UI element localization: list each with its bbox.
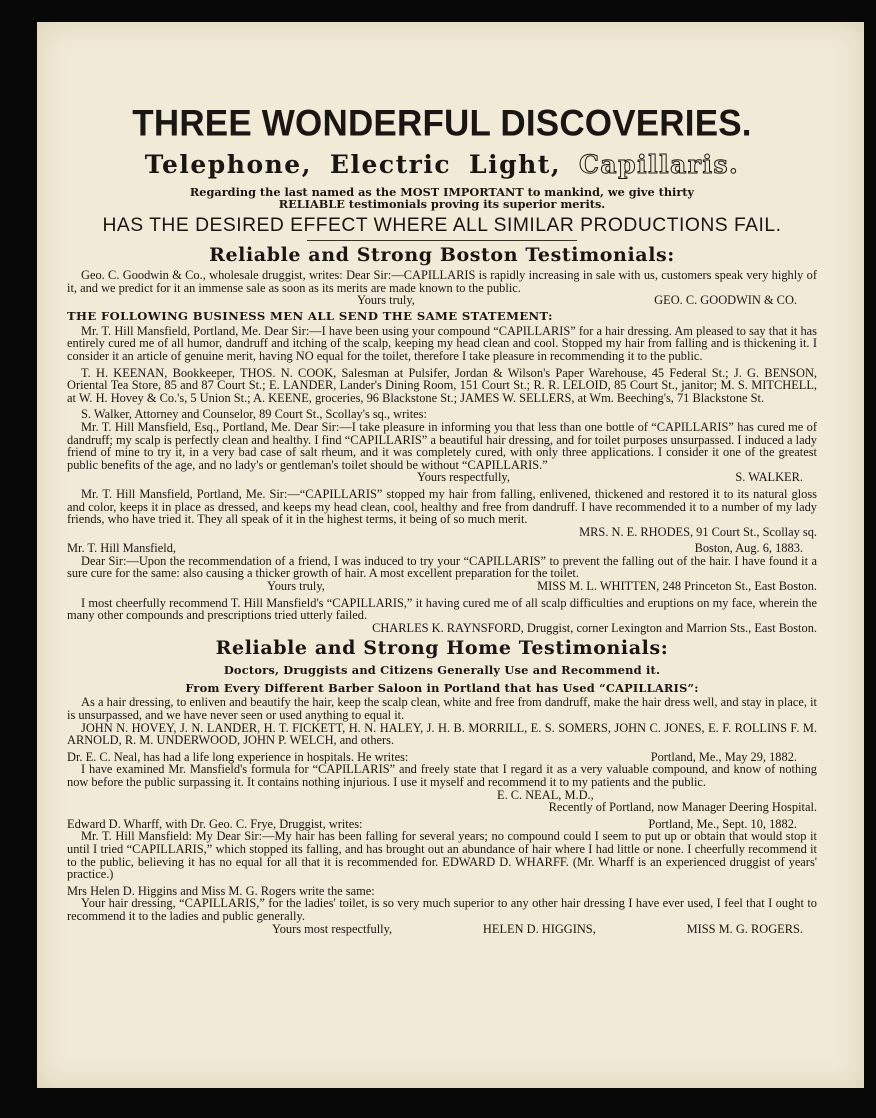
higgins-intro: Mrs Helen D. Higgins and Miss M. G. Rogers write the same: [67, 883, 375, 898]
neal-intro: Dr. E. C. Neal, has had a life long experience in hospitals. He writes: [67, 749, 409, 764]
business-names: T. H. KEENAN, Bookkeeper, THOS. N. COOK, Salesman at Pulsifer, Jordan & Wilson's Paper Warehouse, 45 Federal St.; J. G. BENSON, Oriental Tea Store, 85 and 87 Court St.; E. LANDER, Lander's Dining Room, 151 Court St.; R. R. LELOID, 85 Court St., janitor; M. S. MITCHELL, at W. H. Hovey & Co.'s, 5 Union St.; A. KEENE, groceries, 96 Blackstone St.; JAMES W. SELLERS, at Wm. Beeching's, 71 Blackstone St. [67, 365, 817, 405]
whitten-signature-row [67, 580, 817, 593]
boston-heading: Reliable and Strong Boston Testimonials: [209, 244, 675, 266]
higgins-signature-row [67, 923, 817, 936]
subtitle-electric: Electric [329, 150, 452, 179]
subtitle-light: Light, [469, 150, 562, 179]
business-heading: THE FOLLOWING BUSINESS MEN ALL SEND THE SAME STATEMENT: [67, 308, 553, 323]
neal-title: Recently of Portland, now Manager Deering Hospital. [548, 800, 817, 815]
goodwin-testimonial: Geo. C. Goodwin & Co., wholesale druggist, writes: Dear Sir:—CAPILLARIS is rapidly increasing in sale with us, customers speak very highly of it, and we predict for it an immense sale as soon as its merits are made known to the public. [67, 268, 817, 295]
goodwin-signature: GEO. C. GOODWIN & CO. [654, 293, 797, 308]
neal-date: Portland, Me., May 29, 1882. [650, 749, 797, 764]
walker-signature-row [67, 471, 817, 484]
intro-line-2: RELIABLE testimonials proving its superior merits. [278, 197, 606, 211]
goodwin-signature-row [67, 294, 817, 307]
whitten-signature: MISS M. L. WHITTEN, 248 Princeton St., East Boston. [537, 579, 817, 594]
neal-signature: E. C. NEAL, M.D., [497, 787, 594, 802]
intro-text [67, 186, 817, 210]
intro-line-1: Regarding the last named as the MOST IMPORTANT to mankind, we give thirty [189, 185, 695, 199]
wharff-intro: Edward D. Wharff, with Dr. Geo. C. Frye, Druggist, writes: [67, 816, 363, 831]
subtitle-banner [67, 150, 817, 180]
claim-heading: HAS THE DESIRED EFFECT WHERE ALL SIMILAR PRODUCTIONS FAIL. [102, 215, 782, 236]
walker-testimonial: Mr. T. Hill Mansfield, Esq., Portland, Me. Dear Sir:—I take pleasure in informing you that less than one bottle of “CAPILLARIS” has cured me of dandruff; my scalp is perfectly clean and healthy. I find “CAPILLARIS” a beautiful hair dressing, and for toilet purposes unsurpassed. I induced a lady friend of mine to try it, in a very bad case of salt rheum, and it was completely cured, with only three applications. I consider it one of the greatest public benefits of the age, and no lady's or gentleman's toilet should be without “CAPILLARIS.” [67, 419, 817, 472]
rhodes-signature: MRS. N. E. RHODES, 91 Court St., Scollay sq. [579, 524, 817, 539]
walker-closing: Yours respectfully, [417, 470, 510, 485]
barber-testimonial: As a hair dressing, to enliven and beautify the hair, keep the scalp clean, white and free from dandruff, make the hair dress well, and stay in place, it is unsurpassed, and we have never seen or used anything to equal it. [67, 695, 817, 723]
higgins-signature-1: HELEN D. HIGGINS, [482, 921, 596, 936]
higgins-testimonial: Your hair dressing, “CAPILLARIS,” for the ladies' toilet, is so very much superior to any other hair dressing I have ever used, I feel that I ought to recommend it to the ladies and public generally. [67, 896, 817, 923]
advertisement-page [37, 22, 864, 1088]
business-testimonial: Mr. T. Hill Mansfield, Portland, Me. Dear Sir:—I have been using your compound “CAPILLARIS” for a hair dressing. Am pleased to say that it has entirely cured me of all humor, dandruff and itching of the scalp, keeping my head clean and cool. Stopped my hair from falling and is thickening it. I consider it an article of genuine merit, having NO equal for the toilet, therefore I take pleasure in recommending it to the public. [67, 323, 817, 363]
whitten-addressee: Mr. T. Hill Mansfield, [67, 541, 176, 556]
home-subheading-2: From Every Different Barber Saloon in Portland that has Used “CAPILLARIS”: [185, 681, 699, 696]
subtitle-telephone: Telephone, [144, 150, 312, 179]
barber-names: JOHN N. HOVEY, J. N. LANDER, H. T. FICKETT, H. N. HALEY, J. H. B. MORRILL, E. S. SOMERS, JOHN C. JONES, E. F. ROLLINS F. M. ARNOLD, R. M. UNDERWOOD, JOHN P. WELCH, and others. [67, 720, 817, 748]
subtitle-capillaris: Capillaris. [579, 150, 740, 179]
whitten-header-row [67, 542, 817, 555]
whitten-testimonial: Dear Sir:—Upon the recommendation of a friend, I was induced to try your “CAPILLARIS” to prevent the falling out of the hair. I have found it a sure cure for the same: also causing a thicker growth of hair. A most excellent preparation for the toilet. [67, 553, 817, 581]
walker-intro: S. Walker, Attorney and Counselor, 89 Court St., Scollay's sq., writes: [81, 407, 427, 422]
page-content [67, 104, 817, 935]
home-subheading-1: Doctors, Druggists and Citizens Generally Use and Recommend it. [223, 663, 661, 678]
whitten-date: Boston, Aug. 6, 1883. [694, 541, 803, 556]
walker-signature: S. WALKER. [735, 470, 803, 485]
wharff-testimonial: Mr. T. Hill Mansfield: My Dear Sir:—My hair has been falling for several years; no compound could I seem to put up or obtain that would stop it until I tried “CAPILLARIS,” which stopped its falling, and has brought out an abundance of hair where I had little or none. I cheerfully recommend it to the public, believing it has no equal for all that it is recommended for. EDWARD D. WHARFF. (Mr. Wharff is an experienced druggist of years' practice.) [67, 829, 817, 882]
raynsford-testimonial: I most cheerfully recommend T. Hill Mansfield's “CAPILLARIS,” it having cured me of all scalp difficulties and eruptions on my face, wherein the many other compounds and prescriptions tried utterly failed. [67, 595, 817, 623]
wharff-date: Portland, Me., Sept. 10, 1882. [648, 816, 797, 831]
home-heading: Reliable and Strong Home Testimonials: [215, 637, 669, 660]
whitten-closing: Yours truly, [267, 579, 325, 594]
rhodes-testimonial: Mr. T. Hill Mansfield, Portland, Me. Sir:—“CAPILLARIS” stopped my hair from falling, enlivened, thickened and restored it to its natural gloss and color, keeps it in place as dressed, and keeps my head clean, cool, healthy and free from dandruff. I have recommended it to a number of my lady friends, who have tried it. They all speak of it in the highest terms, it being of so much merit. [67, 486, 817, 527]
raynsford-signature: CHARLES K. RAYNSFORD, Druggist, corner Lexington and Marrion Sts., East Boston. [372, 620, 817, 635]
page-title: THREE WONDERFUL DISCOVERIES. [132, 103, 752, 144]
neal-testimonial: I have examined Mr. Mansfield's formula for “CAPILLARIS” and freely state that I regard it as a very valuable compound, and know of nothing now before the public surpassing it. It contains nothing injurious. I use it myself and recommend it to my patients and the public. [67, 762, 817, 789]
goodwin-closing: Yours truly, [357, 293, 415, 308]
higgins-closing: Yours most respectfully, [272, 921, 393, 936]
higgins-signature-2: MISS M. G. ROGERS. [686, 921, 803, 936]
